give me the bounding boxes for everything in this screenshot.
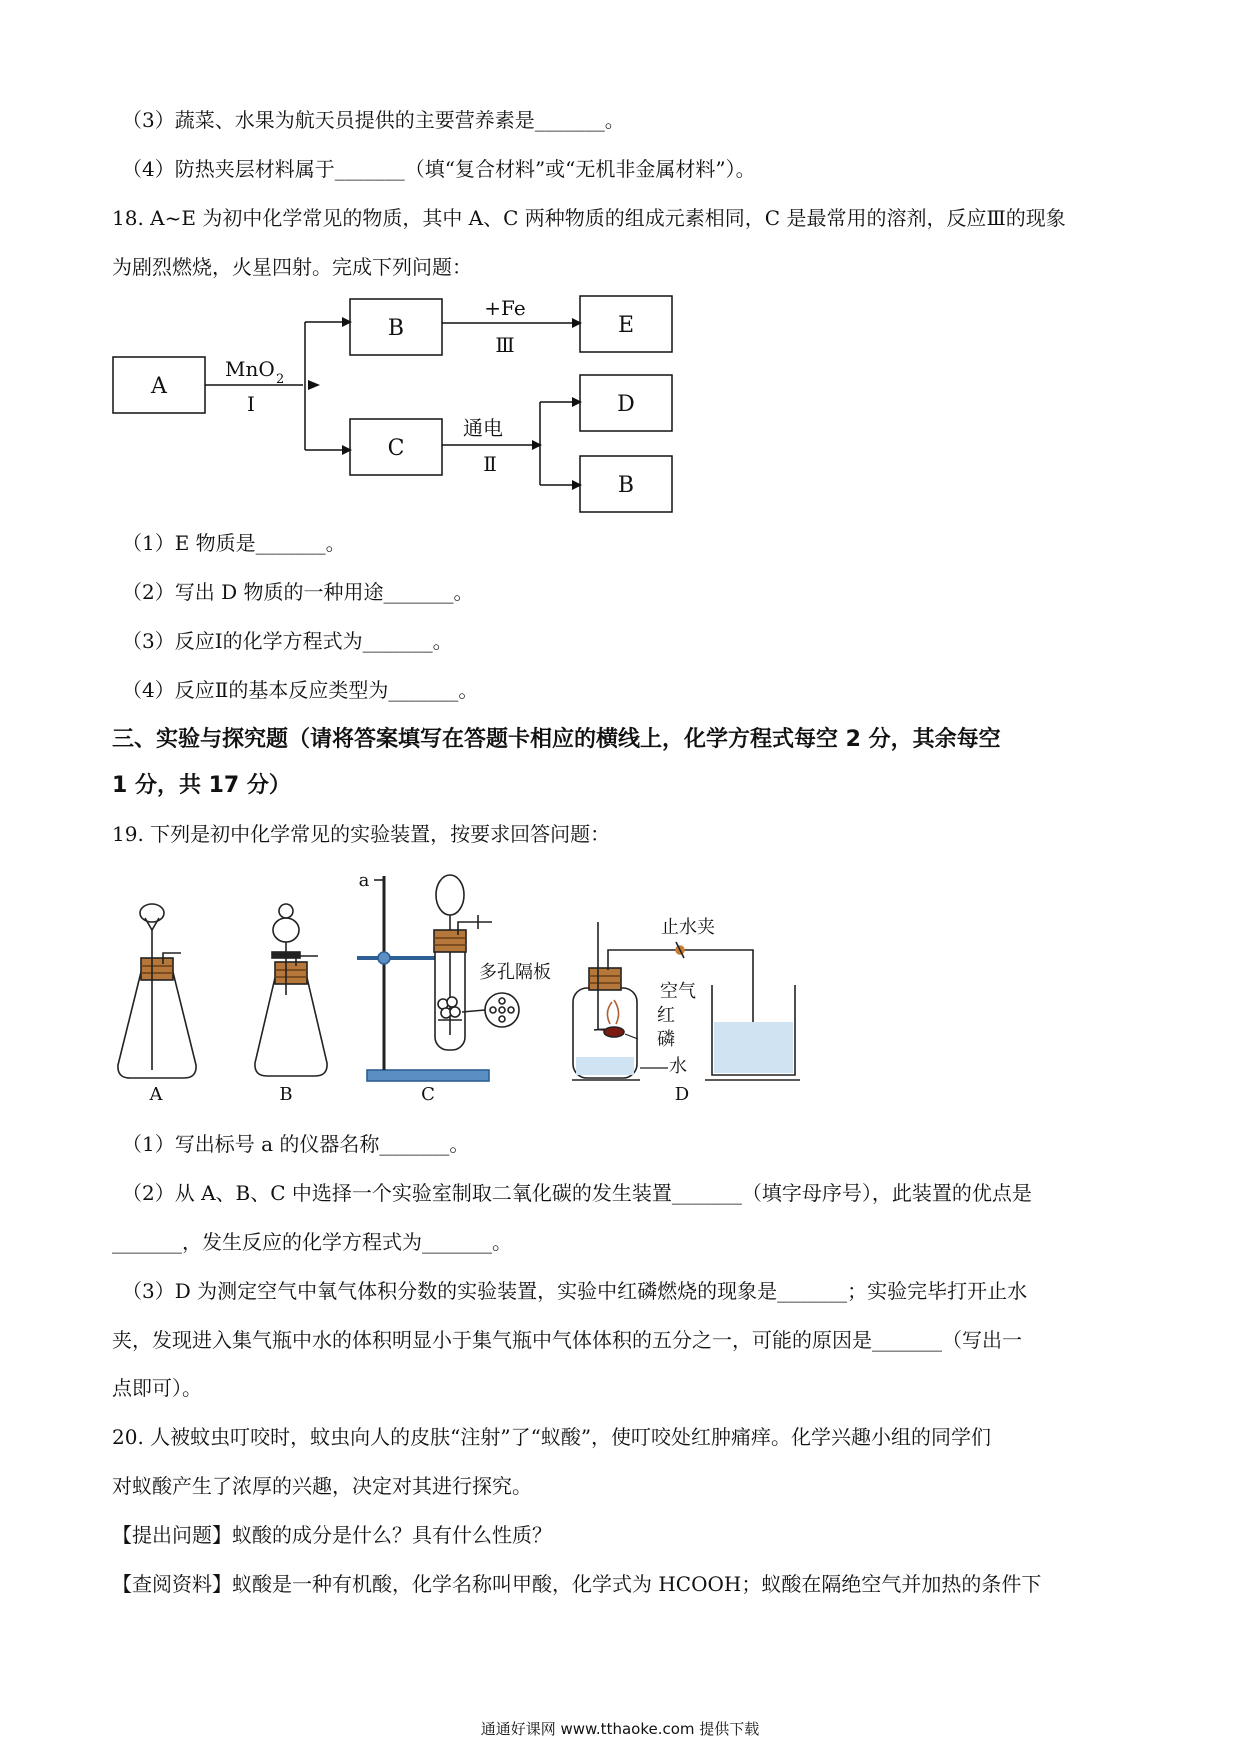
q19-sub3-line2: 夹，发现进入集气瓶中水的体积明显小于集气瓶中气体体积的五分之一，可能的原因是_______（写出一 [112, 1328, 1022, 1352]
air-label: 空气 [660, 981, 696, 1002]
label-2: Ⅱ [483, 452, 497, 476]
q20-info: 【查阅资料】蚁酸是一种有机酸，化学名称叫甲酸，化学式为 HCOOH；蚁酸在隔绝空气并加热的条件下 [112, 1572, 1042, 1596]
q18-stem-line2: 为剧烈燃烧，火星四射。完成下列问题： [112, 255, 472, 279]
phosphorus-label: 磷 [657, 1029, 675, 1050]
section3-title-line1: 三、实验与探究题（请将答案填写在答题卡相应的横线上，化学方程式每空 2 分，其余每空 [112, 727, 1001, 752]
label-apparatus-d: D [674, 1084, 690, 1105]
box-b-label: B [387, 316, 405, 341]
label-apparatus-b: B [279, 1084, 293, 1105]
q19-sub3-line3: 点即可）。 [112, 1376, 202, 1400]
q18-sub2: （2）写出 D 物质的一种用途_______。 [122, 580, 474, 604]
box-a-label: A [151, 374, 167, 399]
cond-1: MnO [225, 357, 275, 381]
q20-stem-line1: 20. 人被蚊虫叮咬时，蚊虫向人的皮肤“注射”了“蚁酸”，使叮咬处红肿痛痒。化学兴趣小组的同学们 [112, 1425, 992, 1449]
porous-plate-label: 多孔隔板 [479, 962, 551, 983]
label-3: Ⅲ [495, 333, 515, 357]
red-label: 红 [657, 1005, 675, 1026]
page-footer: 通通好课网 www.tthaoke.com 提供下载 [480, 1720, 760, 1738]
cond-3: +Fe [484, 296, 526, 320]
section3-title-line2: 1 分，共 17 分） [112, 773, 291, 798]
box-e-label: E [617, 313, 635, 338]
q19-sub2-line1: （2）从 A、B、C 中选择一个实验室制取二氧化碳的发生装置_______（填字母序号），此装置的优点是 [122, 1181, 1032, 1205]
apparatus-a [118, 904, 196, 1078]
box-d-label: D [617, 392, 635, 417]
q19-stem: 19. 下列是初中化学常见的实验装置，按要求回答问题： [112, 822, 611, 846]
cond-2: 通电 [463, 416, 503, 440]
q18-sub4: （4）反应Ⅱ的基本反应类型为_______。 [122, 678, 479, 702]
mark-a: a [358, 870, 370, 891]
q18-sub1: （1）E 物质是_______。 [122, 531, 346, 555]
q19-sub2-line2: _______，发生反应的化学方程式为_______。 [112, 1230, 512, 1254]
label-1: Ⅰ [247, 392, 255, 416]
q19-sub1: （1）写出标号 a 的仪器名称_______。 [122, 1132, 470, 1156]
q18-stem-line1: 18. A~E 为初中化学常见的物质，其中 A、C 两种物质的组成元素相同，C 是最常用的溶剂，反应Ⅲ的现象 [112, 206, 1066, 230]
q20-stem-line2: 对蚁酸产生了浓厚的兴趣，决定对其进行探究。 [112, 1474, 532, 1498]
apparatus-b [255, 904, 327, 1076]
q17-line4: （4）防热夹层材料属于_______（填“复合材料”或“无机非金属材料”）。 [122, 157, 756, 181]
q19-sub3-line1: （3）D 为测定空气中氧气体积分数的实验装置，实验中红磷燃烧的现象是_______；实验完毕打开止水 [122, 1279, 1028, 1303]
clamp-label: 止水夹 [661, 917, 715, 938]
q18-sub3: （3）反应Ⅰ的化学方程式为_______。 [122, 629, 453, 653]
q17-line3: （3）蔬菜、水果为航天员提供的主要营养素是_______。 [122, 108, 625, 132]
water-label: 水 [669, 1056, 687, 1077]
box-c-label: C [387, 436, 405, 461]
label-apparatus-c: C [421, 1084, 435, 1105]
q20-question: 【提出问题】蚁酸的成分是什么？具有什么性质？ [112, 1523, 552, 1547]
cond-1-sub: 2 [276, 372, 285, 387]
label-apparatus-a: A [149, 1084, 163, 1105]
box-b2-label: B [617, 473, 635, 498]
